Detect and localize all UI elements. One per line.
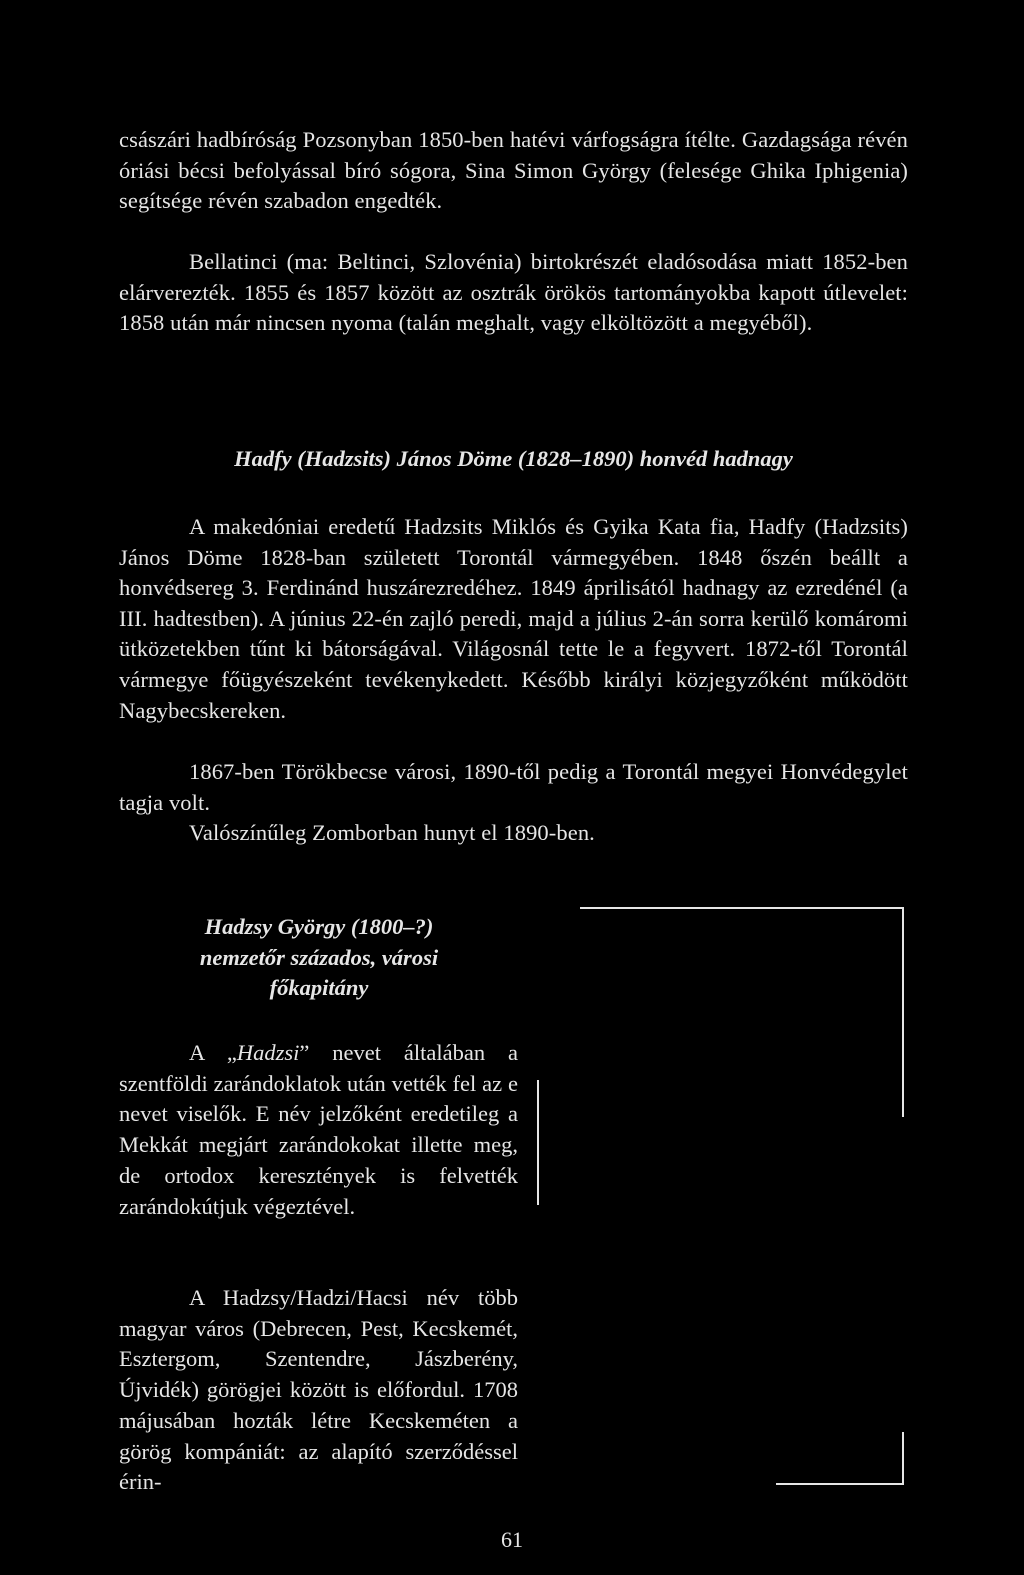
hadfy-paragraph-2: 1867-ben Törökbecse városi, 1890-től pedig a Torontál megyei Honvédegylet tagja volt. <box>119 759 908 815</box>
heading-line-3: főkapitány <box>269 975 369 1000</box>
intro-text: császári hadbíróság Pozsonyban 1850-ben hatévi várfogságra ítélte. Gazdagsága révén óriási bécsi befolyással bíró sógora, Sina Simon György (felesége Ghika Iphigenia) segítsége révén szabadon engedték. <box>119 127 908 214</box>
emphasized-name: Hadzsi <box>236 1040 300 1065</box>
hadzsy-paragraph-1 <box>119 1038 518 1222</box>
frame-left-line <box>537 1080 539 1205</box>
hadfy-paragraph-3: Valószínűleg Zomborban hunyt el 1890-ben. <box>189 820 595 845</box>
frame-top-line <box>580 907 904 909</box>
hadfy-paragraph-1: A makedóniai eredetű Hadzsits Miklós és Gyika Kata fia, Hadfy (Hadzsits) János Döme 1828-ban született Torontál vármegyében. 1848 őszén beállt a honvédsereg 3. Ferdinánd huszárezredéhez. 1849 áprilisától hadnagy az ezredénél (a III. hadtestben). A június 22-én zajló peredi, majd a július 2-án sorra kerülő komáromi ütközetekben tűnt ki bátorságával. Világosnál tette le a fegyvert. 1872-től Torontál vármegye főügyészeként tevékenykedett. Később királyi közjegyzőként működött Nagybecskereken. <box>119 514 908 723</box>
intro-paragraph <box>119 125 908 217</box>
page-number: 61 <box>501 1527 523 1552</box>
heading-line-1: Hadzsy György (1800–?) <box>204 914 434 939</box>
frame-right-line-lower <box>902 1432 904 1485</box>
heading-line-2: nemzetőr százados, városi <box>199 944 439 970</box>
section-heading-hadzsy <box>119 912 519 1004</box>
intro-text-2: Bellatinci (ma: Beltinci, Szlovénia) birtokrészét eladósodása miatt 1852-ben elárverezték. 1855 és 1857 között az osztrák örökös tartományokba kapott útlevelet: 1858 után már nincsen nyoma (talán meghalt, vagy elköltözött a megyéből). <box>119 249 908 336</box>
intro-paragraph-2 <box>119 247 908 339</box>
frame-right-line-upper <box>902 907 904 1117</box>
paragraph-rest: ” nevet általában a szentföldi zarándoklatok után vették fel az e nevet viselők. E név jelzőként eredetileg a Mekkát megjárt zarándokokat illette meg, de ortodox keresztények is felvették zarándokútjuk végeztével. <box>119 1040 518 1219</box>
section-heading-hadfy: Hadfy (Hadzsits) János Döme (1828–1890) honvéd hadnagy <box>234 446 793 471</box>
quote-open: A „ <box>189 1040 237 1065</box>
frame-bottom-line <box>776 1483 904 1485</box>
hadzsy-paragraph-2: A Hadzsy/Hadzi/Hacsi név több magyar város (Debrecen, Pest, Kecskemét, Esztergom, Szentendre, Jászberény, Újvidék) görögjei között is előfordul. 1708 májusában hozták létre Kecskeméten a görög kompániát: az alapító szerződéssel érin- <box>119 1285 518 1495</box>
